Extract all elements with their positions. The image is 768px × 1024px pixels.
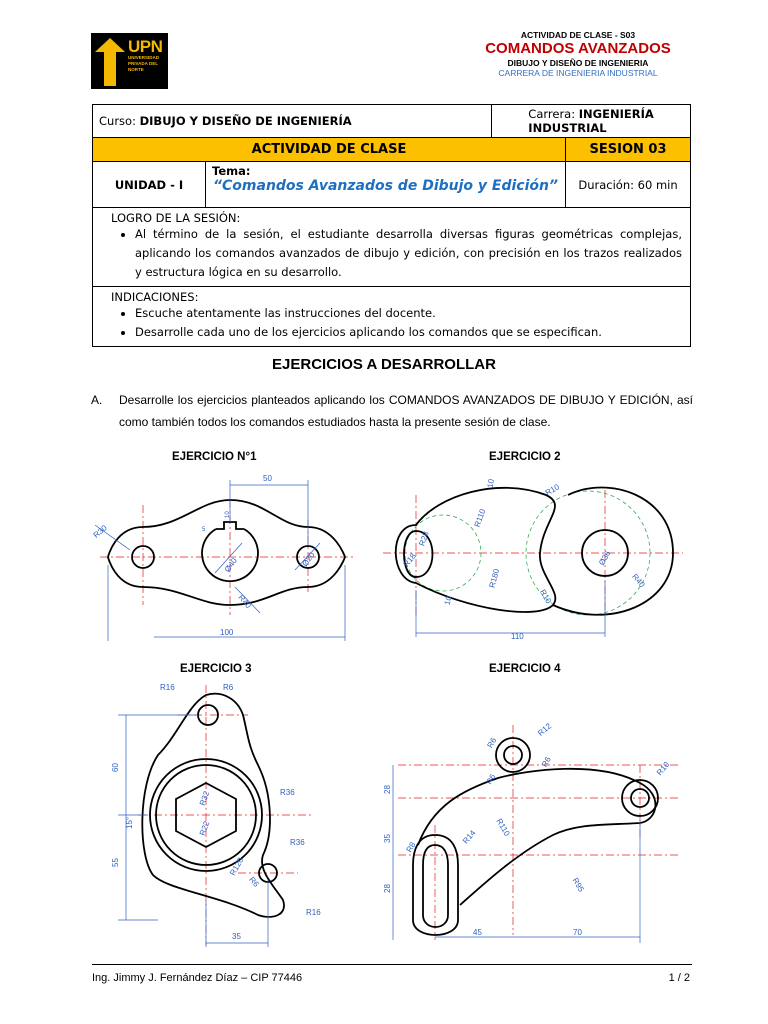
ex3-dim-r36b: R36 xyxy=(290,838,305,847)
ex4-dim-r6c: R6 xyxy=(539,755,553,769)
ex4-dim-r110: R110 xyxy=(494,817,512,838)
upn-arrow-icon xyxy=(95,38,125,86)
tema-cell xyxy=(206,162,566,208)
ex2-label: EJERCICIO 2 xyxy=(489,451,561,463)
ex1-label: EJERCICIO N°1 xyxy=(172,451,257,463)
ex4-dim-r14: R14 xyxy=(461,828,478,846)
indicaciones-label: INDICACIONES: xyxy=(111,290,199,304)
instruction-paragraph xyxy=(91,389,693,433)
tema-label: Tema: xyxy=(212,164,251,178)
header-title: COMANDOS AVANZADOS xyxy=(485,40,671,57)
logro-list xyxy=(101,225,682,282)
indicaciones-cell xyxy=(93,287,691,347)
ex2-dim-r28: R28 xyxy=(417,530,431,548)
ex3-dim-r22: R22 xyxy=(197,819,212,837)
upn-logo xyxy=(91,33,168,89)
ex2-dim-r180: R180 xyxy=(487,567,502,589)
ex2-dim-o36: Ø36 xyxy=(597,549,613,567)
ex4-dim-70: 70 xyxy=(573,928,582,937)
ex3-dim-60: 60 xyxy=(111,763,120,772)
curso-label: Curso: xyxy=(99,114,136,128)
indicacion-item: • Escuche atentamente las instrucciones del docente. xyxy=(135,304,682,323)
logo-subtitle: UNIVERSIDAD PRIVADA DEL NORTE xyxy=(128,55,160,72)
ex3-drawing xyxy=(98,675,343,955)
carrera-label: Carrera: xyxy=(528,107,576,121)
ex4-dim-r12: R12 xyxy=(536,721,554,738)
ex3-dim-r32: R32 xyxy=(197,789,212,807)
unidad-cell: UNIDAD - I xyxy=(93,162,206,208)
ex3-dim-15deg: 15° xyxy=(125,816,134,829)
instruction-letter: A. xyxy=(91,393,103,407)
instruction-text: Desarrolle los ejercicios planteados aplicando los COMANDOS AVANZADOS DE DIBUJO Y EDICIÓN, así como también todos los comandos estudiados hasta la presente sesión de clase. xyxy=(119,393,693,429)
ex4-dim-28a: 28 xyxy=(383,785,392,794)
ex3-dim-35: 35 xyxy=(232,932,241,941)
ex2-dim-10a: 10 xyxy=(485,478,496,489)
logro-cell xyxy=(93,208,691,287)
ex4-dim-r95: R95 xyxy=(570,876,586,894)
ex3-dim-r16b: R16 xyxy=(306,908,321,917)
ex2-dim-r10b: R10 xyxy=(538,587,554,606)
header-activity: ACTIVIDAD DE CLASE - S03 xyxy=(520,30,636,40)
footer-author: Ing. Jimmy J. Fernández Díaz – CIP 77446 xyxy=(92,972,303,984)
ex1-dim-100: 100 xyxy=(220,628,234,637)
header-subject: DIBUJO Y DISEÑO DE INGENIERIA xyxy=(507,58,649,68)
logo-text: UPN xyxy=(128,37,163,56)
ex2-drawing xyxy=(378,465,688,645)
ex3-dim-r16a: R16 xyxy=(160,683,175,692)
ex2-dim-110: 110 xyxy=(511,632,524,641)
ex3-dim-r6a: R6 xyxy=(223,683,234,692)
ex3-dim-r36a: R36 xyxy=(280,788,295,797)
curso-value: DIBUJO Y DISEÑO DE INGENIERÍA xyxy=(139,114,352,128)
ex2-dim-r10a: R10 xyxy=(543,482,561,498)
ex4-dim-r6a: R6 xyxy=(485,736,499,750)
ex4-dim-35: 35 xyxy=(383,834,392,843)
ex4-dim-45: 45 xyxy=(473,928,482,937)
ex1-drawing xyxy=(90,465,370,645)
ex1-dim-5: 5 xyxy=(202,527,206,533)
ex4-label: EJERCICIO 4 xyxy=(489,663,561,675)
ex1-dim-10: 10 xyxy=(225,511,231,518)
curso-cell xyxy=(93,105,492,138)
ex1-dim-o40: Ø40 xyxy=(222,556,239,574)
carrera-value: INGENIERÍA INDUSTRIAL xyxy=(528,107,654,135)
page-header xyxy=(468,30,688,78)
logro-text: • Al término de la sesión, el estudiante desarrolla diversas figuras geométricas complejas, aplicando los comandos avanzados de dibujo y edición, con precisión en los trazos realizados y estructura lógica en su desarrollo. xyxy=(135,225,682,282)
ex2-dim-r40: R40 xyxy=(630,572,647,590)
ex4-dim-r6b: R6 xyxy=(484,772,498,786)
ex4-dim-r10: R10 xyxy=(654,760,672,778)
ex3-dim-r6b: R6 xyxy=(247,875,261,889)
duracion-cell: Duración: 60 min xyxy=(566,162,691,208)
session-cell: SESION 03 xyxy=(566,138,691,162)
ex4-dim-28b: 28 xyxy=(383,884,392,893)
ex3-dim-r120: R120 xyxy=(228,856,246,878)
ex1-dim-50: 50 xyxy=(263,474,272,483)
footer-page-number: 1 / 2 xyxy=(668,972,690,984)
indicaciones-list xyxy=(101,304,682,342)
ex1-dim-r40: R40 xyxy=(236,593,253,611)
header-career: CARRERA DE INGENIERIA INDUSTRIAL xyxy=(498,68,658,78)
ex4-dim-r8: R8 xyxy=(404,840,418,854)
activity-cell: ACTIVIDAD DE CLASE xyxy=(93,138,566,162)
ex4-drawing xyxy=(378,705,688,955)
carrera-cell xyxy=(492,105,691,138)
info-table xyxy=(92,104,691,347)
ex1-dim-r30: R30 xyxy=(91,523,109,540)
footer-divider xyxy=(92,964,692,965)
ex2-dim-10b: 10 xyxy=(442,595,454,606)
ex2-dim-r110: R110 xyxy=(472,507,488,529)
tema-title: “Comandos Avanzados de Dibujo y Edición” xyxy=(213,178,558,194)
logro-label: LOGRO DE LA SESIÓN: xyxy=(111,211,241,225)
ex3-dim-55: 55 xyxy=(111,858,120,867)
ex1-dim-o20: Ø20 xyxy=(300,550,317,569)
indicacion-item: • Desarrolle cada uno de los ejercicios aplicando los comandos que se especifican. xyxy=(135,323,682,342)
section-title: EJERCICIOS A DESARROLLAR xyxy=(272,356,496,373)
ex3-label: EJERCICIO 3 xyxy=(180,663,252,675)
ex2-dim-r18: R18 xyxy=(401,551,418,569)
